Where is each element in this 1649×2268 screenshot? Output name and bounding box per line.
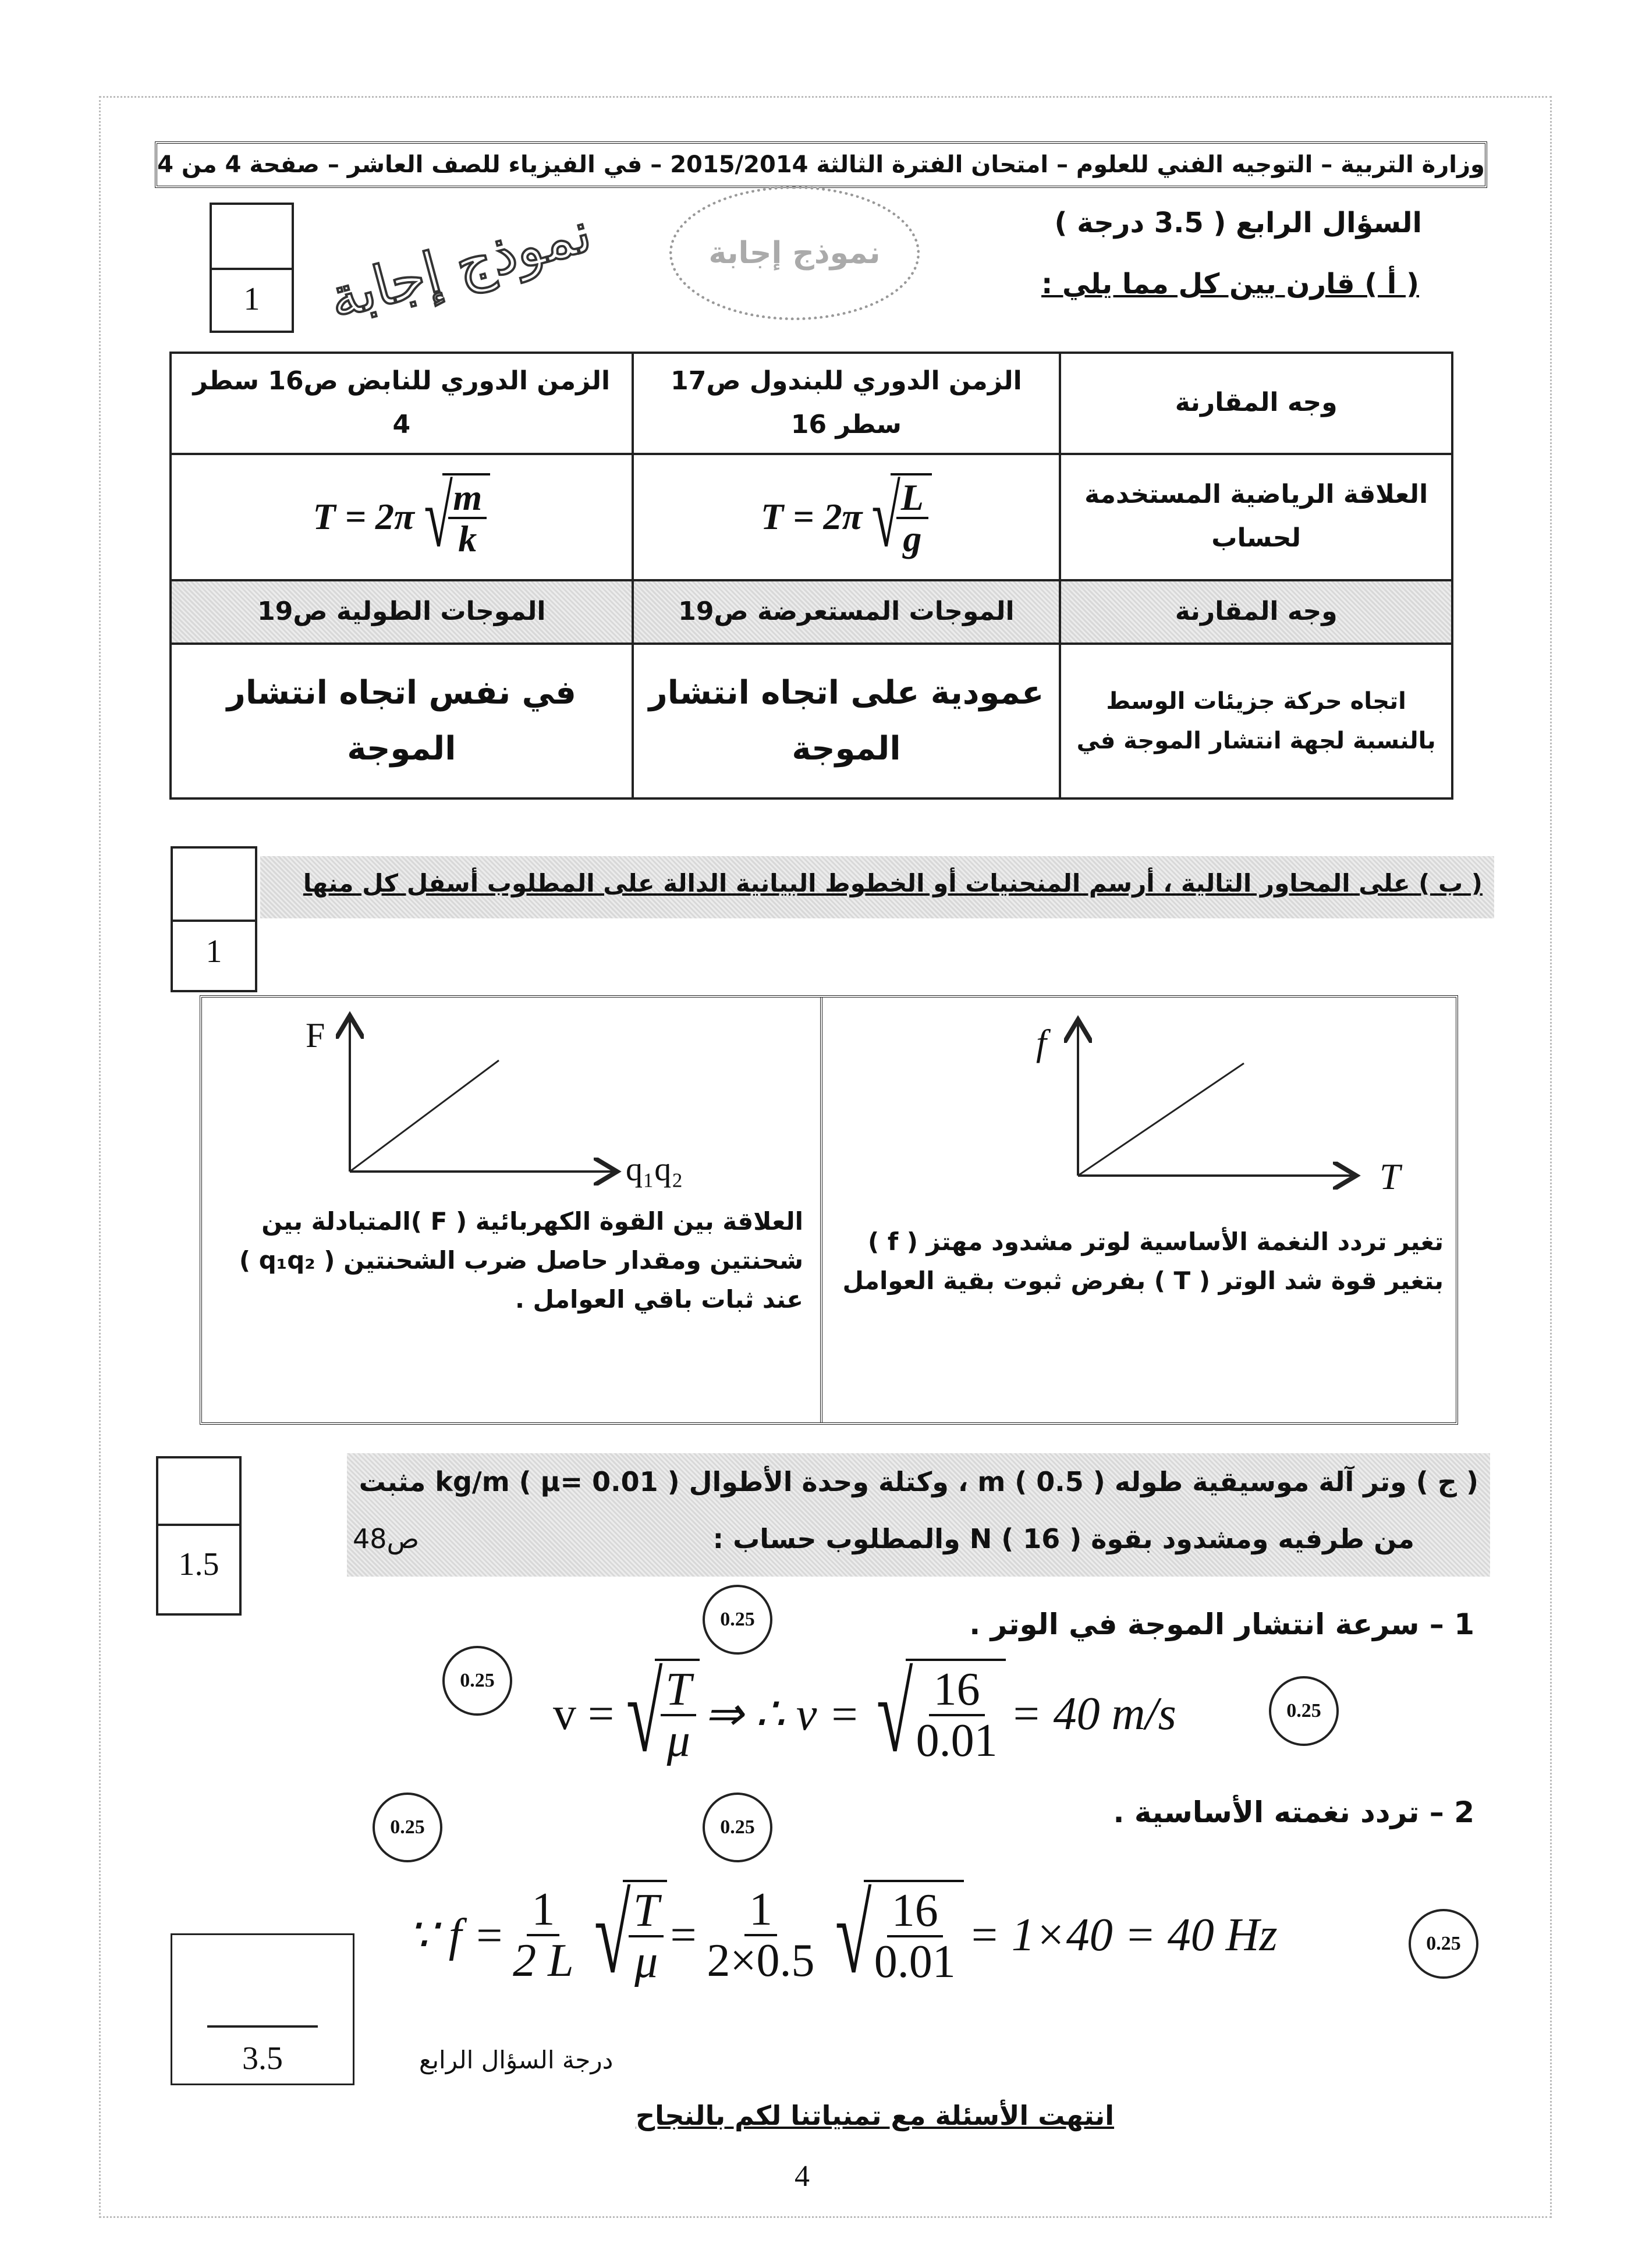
closing-message: انتهت الأسئلة مع تمنياتنا لكم بالنجاح [635,2100,1115,2131]
score-bubble: 0.25 [703,1793,772,1862]
score-divider [158,1524,239,1526]
eq-lhs: ∵ f = [407,1910,505,1961]
left-graph-y-label: F [306,1016,325,1055]
table-cell: العلاقة الرياضية المستخدمة لحساب [1060,454,1452,580]
left-graph-line [350,1060,499,1172]
caption-line: العلاقة بين القوة الكهربائية ( F )المتبادلة بين [261,1207,803,1236]
table-cell: الزمن الدوري للنابض ص16 سطر 4 [171,353,633,454]
table-cell: الموجات المستعرضة ص19 [633,580,1061,644]
page-number: 4 [795,2160,810,2193]
left-graph-x-label: q₁q₂ [626,1150,683,1188]
eq-numerator: 16 [887,1886,943,1937]
score-box-part-c [156,1456,242,1616]
part-c-line1: ( ج ) وتر آلة موسيقية طوله m ( 0.5 ) ، وكتلة وحدة الأطوال kg/m ( μ= 0.01 ) مثبت [359,1466,1478,1497]
caption-line: بتغير قوة شد الوتر ( T ) بفرض ثبوت بقية العوامل [842,1266,1444,1296]
score-bubble: 0.25 [442,1646,512,1716]
eq-numerator: 1 [527,1885,559,1936]
total-score-box [171,1933,354,2085]
formula-lhs: T = 2π [760,495,863,537]
score-value: 1 [243,281,260,317]
answer-key-stamp: نموذج إجابة [322,199,598,332]
formula-numerator: m [448,478,487,519]
eq-denominator: μ [666,1715,690,1766]
equation-velocity: v = √ $\frac{T}{\mu}$ ⇒ ∴ v = √ $\frac{16}{0.01}$ = 40 m/s [553,1653,1176,1775]
item-1: 1 – سرعة انتشار الموجة في الوتر . [969,1607,1474,1641]
left-graph-caption [221,1202,803,1319]
score-divider [207,2025,318,2028]
table-cell: اتجاه حركة جزيئات الوسط بالنسبة لجهة انتشار الموجة في [1060,644,1452,798]
caption-line: تغير تردد النغمة الأساسية لوتر مشدود مهتز ( f ) [867,1227,1444,1256]
caption-line: عند ثبات باقي العوامل . [515,1285,803,1314]
total-score-label: درجة السؤال الرابع [419,2046,614,2074]
eq-numerator: T [629,1886,664,1937]
formula-denominator: g [903,518,922,560]
eq-denominator: 0.01 [874,1936,956,1987]
part-c-band [347,1453,1490,1577]
score-bubble: 0.25 [1409,1909,1478,1979]
eq-denominator: 2 L [513,1935,574,1986]
eq-denominator: 2×0.5 [707,1935,815,1986]
part-a-label: ( أ ) قارن بين كل مما يلي : [1041,268,1419,300]
score-bubble: 0.25 [1269,1676,1339,1746]
eq-result: = 1×40 = 40 Hz [968,1909,1278,1961]
formula-spring: T = 2π √ $\frac{m}{k}$ [171,454,633,580]
table-cell: في نفس اتجاه انتشار الموجة [171,644,633,798]
page-header: وزارة التربية – التوجيه الفني للعلوم – امتحان الفترة الثالثة 2015/2014 – في الفيزياء للصف العاشر – صفحة 4 من 4 [155,141,1487,188]
score-bubble: 0.25 [703,1585,772,1655]
eq-denominator: μ [634,1936,658,1987]
eq-result: = 40 m/s [1010,1688,1176,1740]
table-cell: وجه المقارنة [1060,353,1452,454]
equation-frequency: ∵ f = $\frac{1}{2 L}$ √ $\frac{T}{\mu}$ = $\frac{1}{2\times 0.5}$ √ $\frac{16}{0.01}$ = 1×40 = 40 Hz [407,1874,1278,1996]
page-reference: ص48 [353,1523,420,1554]
formula-pendulum: T = 2π √ $\frac{L}{g}$ [633,454,1061,580]
eq-numerator: 16 [929,1665,985,1716]
item-2: 2 – تردد نغمته الأساسية . [1113,1795,1474,1829]
formula-numerator: L [896,478,928,519]
official-stamp: نموذج إجابة [669,186,920,320]
question-title: السؤال الرابع ( 3.5 درجة ) [1054,207,1422,239]
table-cell: وجه المقارنة [1060,580,1452,644]
caption-line: شحنتين ومقدار حاصل ضرب الشحنتين ( q₁q₂ ) [239,1246,803,1275]
table-cell: عمودية على اتجاه انتشار الموجة [633,644,1061,798]
right-graph-line [1078,1063,1244,1176]
eq-numerator: 1 [744,1885,777,1936]
table-cell: الموجات الطولية ص19 [171,580,633,644]
eq-denominator: 0.01 [916,1715,998,1766]
total-score-value: 3.5 [242,2040,283,2077]
eq-equals: = [667,1909,699,1961]
eq-numerator: T [661,1665,696,1716]
part-c-line2: من طرفيه ومشدود بقوة N ( 16 ) والمطلوب حساب : [712,1523,1414,1554]
part-b-label: ( ب ) على المحاور التالية ، أرسم المنحنيات أو الخطوط البيانية الدالة على المطلوب أسفل كل منها [303,869,1483,897]
formula-lhs: T = 2π [313,495,414,537]
table-cell: الزمن الدوري للبندول ص17 سطر 16 [633,353,1061,454]
score-value: 1.5 [178,1546,219,1582]
right-graph-caption [838,1222,1444,1300]
formula-denominator: k [458,518,477,560]
eq-lhs: v = [553,1688,615,1740]
right-graph-x-label: T [1380,1156,1400,1197]
right-graph-y-label: f [1036,1022,1047,1063]
score-value: 1 [205,934,222,970]
score-bubble: 0.25 [373,1793,442,1862]
eq-implies: ⇒ ∴ v = [704,1689,860,1740]
